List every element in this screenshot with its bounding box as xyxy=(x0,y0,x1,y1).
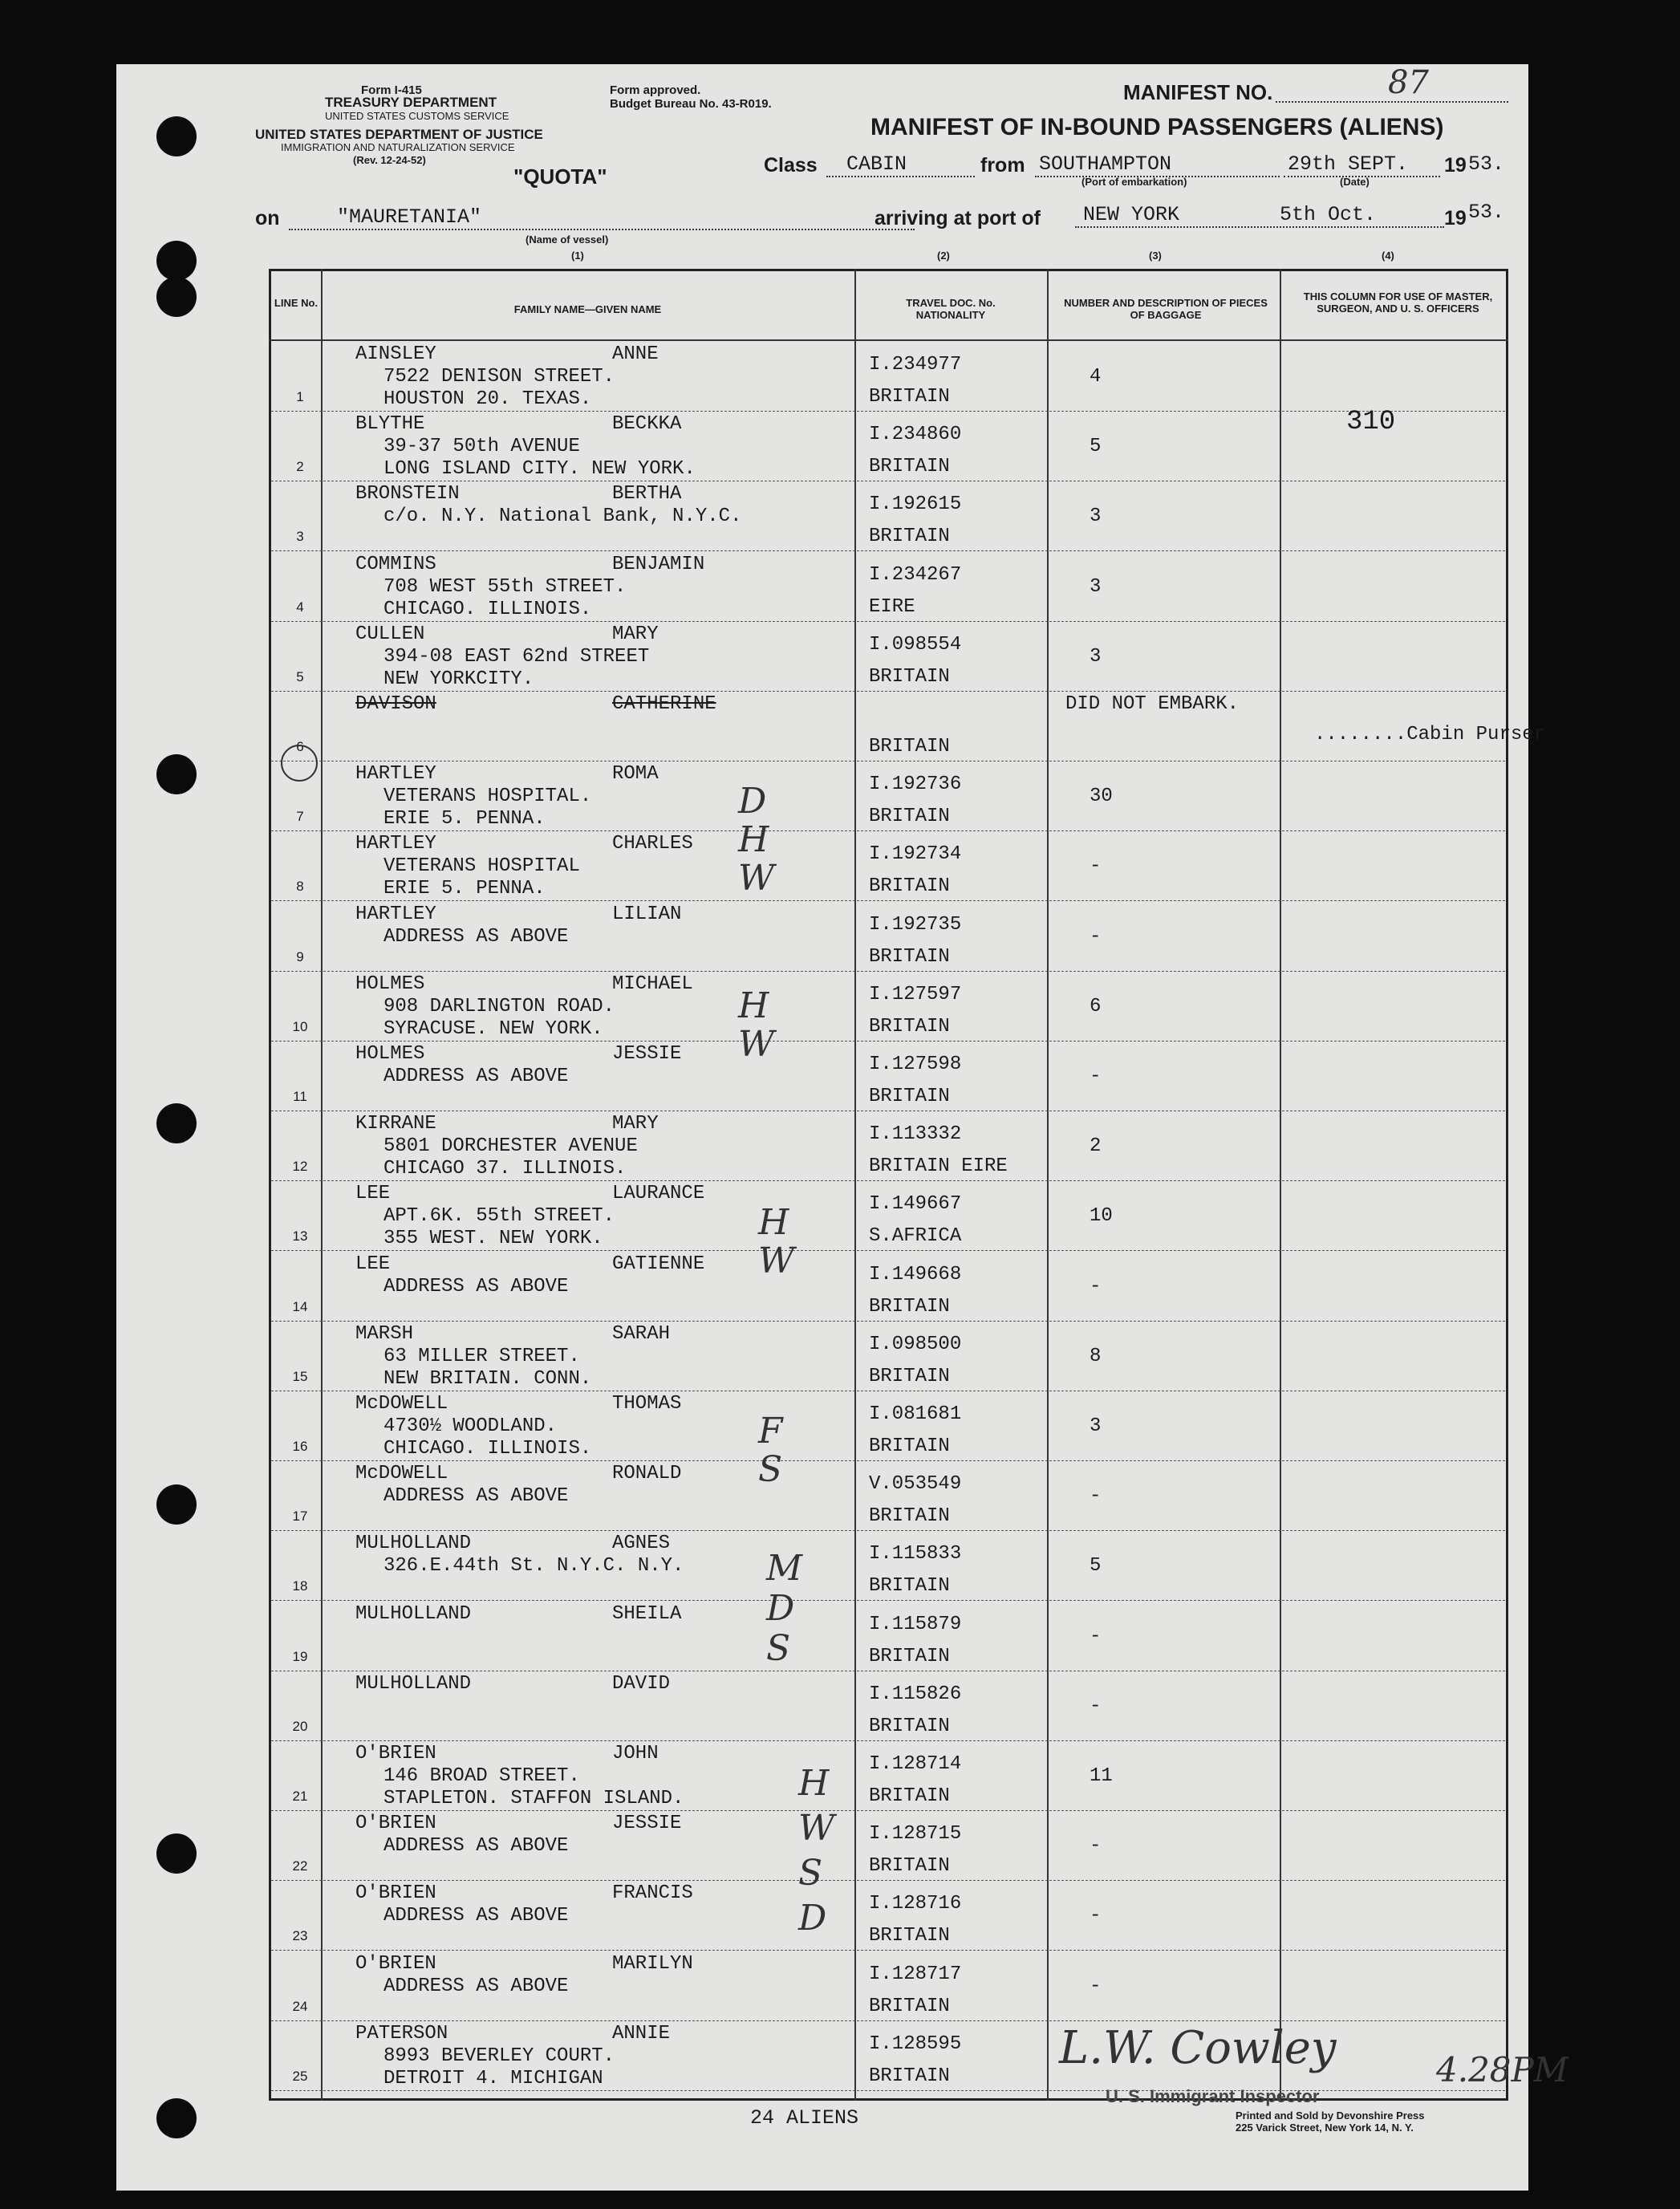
table-row xyxy=(271,1671,1505,1741)
table-row xyxy=(271,830,1505,901)
line-number: 16 xyxy=(292,1439,308,1454)
address-line-1: 146 BROAD STREET. xyxy=(383,1765,580,1787)
table-row xyxy=(271,407,1505,481)
given-name: BENJAMIN xyxy=(612,553,705,575)
baggage-count: - xyxy=(1090,1625,1102,1647)
col-header-line-no: LINE No. xyxy=(274,297,319,309)
vessel-caption: (Name of vessel) xyxy=(526,233,609,246)
address-line-1: ADDRESS AS ABOVE xyxy=(383,1905,569,1927)
baggage-count: - xyxy=(1090,1275,1102,1297)
nationality: BRITAIN xyxy=(869,1645,950,1667)
table-row xyxy=(271,341,1505,412)
line-number: 9 xyxy=(296,948,304,964)
travel-doc-number: I.149668 xyxy=(869,1263,962,1285)
address-line-1: 63 MILLER STREET. xyxy=(383,1345,580,1367)
address-line-1: 39-37 50th AVENUE xyxy=(383,436,580,458)
table-row xyxy=(271,901,1505,972)
table-row xyxy=(271,621,1505,692)
punch-hole xyxy=(156,2098,197,2138)
line-number: 18 xyxy=(292,1578,308,1594)
punch-hole xyxy=(156,241,197,281)
given-name: MARILYN xyxy=(612,1952,693,1975)
table-row xyxy=(271,1460,1505,1531)
total-aliens: 24 ALIENS xyxy=(750,2106,859,2130)
address-line-2: NEW YORKCITY. xyxy=(383,668,534,690)
officer-note: 310 xyxy=(1346,407,1396,438)
page-title: MANIFEST OF IN-BOUND PASSENGERS (ALIENS) xyxy=(870,114,1444,140)
table-row xyxy=(271,1810,1505,1881)
nationality: BRITAIN xyxy=(869,1295,950,1318)
table-row xyxy=(271,1601,1505,1671)
baggage-count: 3 xyxy=(1090,645,1102,668)
relation-marks: M D S xyxy=(766,1548,803,1669)
family-name: BLYTHE xyxy=(355,413,425,436)
punch-hole xyxy=(156,754,197,794)
travel-doc-number: I.128714 xyxy=(869,1753,962,1775)
nationality: BRITAIN xyxy=(869,456,950,478)
given-name: CHARLES xyxy=(612,833,693,855)
table-row xyxy=(271,1321,1505,1391)
on-label: on xyxy=(255,207,280,229)
inspector-signature: L.W. Cowley xyxy=(1059,2022,1337,2074)
given-name: LILIAN xyxy=(612,903,682,925)
family-name: BRONSTEIN xyxy=(355,483,460,506)
line-number: 3 xyxy=(296,529,304,545)
baggage-count: DID NOT EMBARK. xyxy=(1065,693,1240,715)
family-name: AINSLEY xyxy=(355,343,436,365)
line-number: 12 xyxy=(292,1159,308,1175)
address-line-2: HOUSTON 20. TEXAS. xyxy=(383,388,592,410)
address-line-1: ADDRESS AS ABOVE xyxy=(383,1485,569,1508)
quota-label: "QUOTA" xyxy=(513,164,607,189)
line-number: 7 xyxy=(296,809,304,825)
family-name: HOLMES xyxy=(355,1043,425,1065)
address-line-1: 708 WEST 55th STREET. xyxy=(383,575,627,598)
family-name: HOLMES xyxy=(355,973,425,995)
nationality: BRITAIN xyxy=(869,526,950,548)
departure-year-prefix: 19 xyxy=(1444,154,1467,177)
nationality: BRITAIN xyxy=(869,806,950,828)
address-line-2: 355 WEST. NEW YORK. xyxy=(383,1228,603,1250)
given-name: SARAH xyxy=(612,1322,671,1345)
travel-doc-number: I.128716 xyxy=(869,1893,962,1915)
manifest-no-label: MANIFEST NO. xyxy=(1123,80,1273,104)
budget-bureau: Budget Bureau No. 43-R019. xyxy=(610,97,772,111)
address-line-2: CHICAGO 37. ILLINOIS. xyxy=(383,1158,627,1180)
arrival-year: 53. xyxy=(1468,201,1505,224)
nationality: BRITAIN xyxy=(869,1995,950,2017)
address-line-1: 394-08 EAST 62nd STREET xyxy=(383,645,650,668)
travel-doc-number: I.192615 xyxy=(869,493,962,516)
relation-marks: F S xyxy=(758,1411,783,1490)
nationality: BRITAIN xyxy=(869,1575,950,1598)
baggage-count: - xyxy=(1090,855,1102,878)
travel-doc-number: I.192734 xyxy=(869,843,962,866)
table-row xyxy=(271,1880,1505,1951)
nationality: BRITAIN xyxy=(869,736,950,757)
family-name: DAVISON xyxy=(355,693,436,715)
baggage-count: 6 xyxy=(1090,995,1102,1017)
table-row xyxy=(271,691,1546,761)
family-name: MULHOLLAND xyxy=(355,1672,472,1695)
given-name: JESSIE xyxy=(612,1043,682,1065)
baggage-count: 3 xyxy=(1090,575,1102,598)
baggage-count: - xyxy=(1090,1695,1102,1717)
table-row xyxy=(271,971,1505,1042)
family-name: LEE xyxy=(355,1253,391,1275)
nationality: BRITAIN xyxy=(869,2065,950,2087)
given-name: GATIENNE xyxy=(612,1253,705,1275)
address-line-1: 908 DARLINGTON ROAD. xyxy=(383,995,615,1017)
address-line-1: ADDRESS AS ABOVE xyxy=(383,1275,569,1297)
address-line-2: DETROIT 4. MICHIGAN xyxy=(383,2067,603,2089)
family-name: MARSH xyxy=(355,1322,414,1345)
table-row xyxy=(271,761,1505,831)
given-name: LAURANCE xyxy=(612,1183,705,1205)
nationality: BRITAIN xyxy=(869,1435,950,1457)
arrival-port: NEW YORK xyxy=(1075,203,1444,228)
travel-doc-number: I.128595 xyxy=(869,2032,962,2055)
officer-note: ........Cabin Purser xyxy=(1314,724,1546,745)
travel-doc-number: I.149667 xyxy=(869,1193,962,1216)
line-number: 24 xyxy=(292,1998,308,2014)
line-number: 8 xyxy=(296,879,304,895)
given-name: THOMAS xyxy=(612,1393,682,1415)
travel-doc-number: I.128717 xyxy=(869,1963,962,1985)
travel-doc-number: I.234860 xyxy=(869,424,962,446)
family-name: O'BRIEN xyxy=(355,1813,436,1835)
table-row xyxy=(271,1951,1505,2021)
family-name: KIRRANE xyxy=(355,1113,436,1135)
line-number: 5 xyxy=(296,668,304,684)
nationality: BRITAIN xyxy=(869,1855,950,1878)
travel-doc-number: I.192735 xyxy=(869,913,962,936)
department-of-justice: UNITED STATES DEPARTMENT OF JUSTICE xyxy=(255,127,543,142)
relation-marks: H W S D xyxy=(798,1763,835,1939)
address-line-2: LONG ISLAND CITY. NEW YORK. xyxy=(383,458,696,481)
table-row xyxy=(271,1111,1505,1181)
baggage-count: 3 xyxy=(1090,506,1102,528)
arrival-year-prefix: 19 xyxy=(1444,207,1467,229)
manifest-no-underline xyxy=(1276,101,1508,103)
treasury-department: TREASURY DEPARTMENT xyxy=(325,95,497,110)
address-line-1: 326.E.44th St. N.Y.C. N.Y. xyxy=(383,1555,684,1578)
line-number: 25 xyxy=(292,2068,308,2084)
line-number: 10 xyxy=(292,1018,308,1034)
baggage-count: 5 xyxy=(1090,436,1102,458)
line-number: 19 xyxy=(292,1648,308,1664)
nationality: BRITAIN EIRE xyxy=(869,1155,1008,1178)
address-line-2: SYRACUSE. NEW YORK. xyxy=(383,1017,603,1040)
family-name: HARTLEY xyxy=(355,833,436,855)
table-row xyxy=(271,551,1505,622)
customs-service: UNITED STATES CUSTOMS SERVICE xyxy=(325,110,509,122)
inspector-caption: U. S. Immigrant Inspector xyxy=(1106,2086,1320,2106)
travel-doc-number: I.234267 xyxy=(869,563,962,586)
table-row xyxy=(271,1180,1505,1251)
nationality: S.AFRICA xyxy=(869,1225,962,1248)
travel-doc-number: I.115879 xyxy=(869,1613,962,1635)
baggage-count: 8 xyxy=(1090,1345,1102,1367)
vessel-name: "MAURETANIA" xyxy=(289,205,915,230)
printer-line-1: Printed and Sold by Devonshire Press xyxy=(1236,2110,1425,2122)
nationality: BRITAIN xyxy=(869,1505,950,1528)
punch-hole xyxy=(156,1484,197,1525)
nationality: BRITAIN xyxy=(869,665,950,688)
nationality: BRITAIN xyxy=(869,1086,950,1107)
nationality: BRITAIN xyxy=(869,1925,950,1947)
address-line-1: ADDRESS AS ABOVE xyxy=(383,1066,569,1087)
travel-doc-number: I.127598 xyxy=(869,1054,962,1075)
baggage-count: - xyxy=(1090,1905,1102,1927)
nationality: EIRE xyxy=(869,595,915,618)
printer-line-2: 225 Varick Street, New York 14, N. Y. xyxy=(1236,2122,1414,2134)
family-name: PATERSON xyxy=(355,2022,448,2045)
address-line-2: STAPLETON. STAFFON ISLAND. xyxy=(383,1788,684,1809)
arrival-date: 5th Oct. xyxy=(1280,203,1377,226)
col-header-baggage: NUMBER AND DESCRIPTION OF PIECES OF BAGGAGE xyxy=(1064,297,1268,321)
travel-doc-number: I.192736 xyxy=(869,774,962,796)
given-name: ROMA xyxy=(612,763,659,786)
relation-marks: H W xyxy=(758,1202,795,1281)
line-number: 22 xyxy=(292,1858,308,1874)
class-value: CABIN xyxy=(826,152,975,177)
line-number: 6 xyxy=(296,739,304,754)
given-name: JOHN xyxy=(612,1743,659,1764)
form-approved: Form approved. xyxy=(610,83,701,97)
embarkation-port: SOUTHAMPTON xyxy=(1035,152,1280,177)
table-row xyxy=(271,1530,1505,1601)
line-number: 17 xyxy=(292,1509,308,1525)
travel-doc-number: I.081681 xyxy=(869,1403,962,1425)
given-name: MARY xyxy=(612,623,659,645)
address-line-1: APT.6K. 55th STREET. xyxy=(383,1205,615,1228)
from-label: from xyxy=(980,154,1025,177)
baggage-count: 4 xyxy=(1090,366,1102,388)
col-number-3: (3) xyxy=(1149,250,1162,262)
family-name: MULHOLLAND xyxy=(355,1602,472,1625)
given-name: SHEILA xyxy=(612,1602,682,1625)
travel-doc-number: I.113332 xyxy=(869,1123,962,1146)
table-row xyxy=(271,1391,1505,1461)
travel-doc-number: I.115826 xyxy=(869,1683,962,1705)
travel-doc-number: I.234977 xyxy=(869,354,962,376)
baggage-count: 30 xyxy=(1090,786,1113,808)
travel-doc-number: I.127597 xyxy=(869,983,962,1005)
given-name: ANNE xyxy=(612,343,659,365)
line-number: 15 xyxy=(292,1368,308,1384)
baggage-count: - xyxy=(1090,925,1102,948)
baggage-count: - xyxy=(1090,1835,1102,1858)
line-number: 2 xyxy=(296,459,304,475)
baggage-count: 5 xyxy=(1090,1555,1102,1578)
family-name: HARTLEY xyxy=(355,903,436,925)
address-line-1: ADDRESS AS ABOVE xyxy=(383,925,569,948)
family-name: O'BRIEN xyxy=(355,1882,436,1905)
form-number: Form I-415 xyxy=(361,83,422,97)
given-name: RONALD xyxy=(612,1463,682,1485)
family-name: McDOWELL xyxy=(355,1393,448,1415)
address-line-2: ERIE 5. PENNA. xyxy=(383,808,546,830)
naturalization-service: IMMIGRATION AND NATURALIZATION SERVICE xyxy=(281,141,515,153)
address-line-1: VETERANS HOSPITAL. xyxy=(383,786,592,808)
baggage-count: 10 xyxy=(1090,1205,1113,1228)
given-name: FRANCIS xyxy=(612,1882,693,1905)
travel-doc-number: I.098500 xyxy=(869,1333,962,1355)
given-name: BECKKA xyxy=(612,413,682,436)
line-number: 20 xyxy=(292,1718,308,1734)
arriving-label: arriving at port of xyxy=(874,207,1041,229)
address-line-1: 4730½ WOODLAND. xyxy=(383,1415,558,1437)
punch-hole xyxy=(156,1103,197,1143)
address-line-2: CHICAGO. ILLINOIS. xyxy=(383,1438,592,1460)
family-name: O'BRIEN xyxy=(355,1743,436,1764)
baggage-count: - xyxy=(1090,1975,1102,1997)
line-number: 4 xyxy=(296,599,304,615)
given-name: MARY xyxy=(612,1113,659,1135)
punch-hole xyxy=(156,1833,197,1874)
address-line-2: CHICAGO. ILLINOIS. xyxy=(383,598,592,620)
col-header-travel-doc: TRAVEL DOC. No. NATIONALITY xyxy=(906,297,996,321)
revision: (Rev. 12-24-52) xyxy=(353,154,426,166)
travel-doc-number: I.098554 xyxy=(869,633,962,656)
given-name: CATHERINE xyxy=(612,693,716,715)
address-line-2: NEW BRITAIN. CONN. xyxy=(383,1367,592,1390)
manifest-number: 87 xyxy=(1388,64,1429,101)
baggage-count: 3 xyxy=(1090,1415,1102,1437)
travel-doc-number: I.128715 xyxy=(869,1823,962,1846)
line-number: 1 xyxy=(296,389,304,404)
relation-marks: H W xyxy=(738,985,775,1065)
punch-hole xyxy=(156,116,197,156)
date-caption: (Date) xyxy=(1340,176,1370,188)
baggage-count: - xyxy=(1090,1485,1102,1508)
col-header-officers: THIS COLUMN FOR USE OF MASTER, SURGEON, AND U. S. OFFICERS xyxy=(1303,290,1493,315)
given-name: ANNIE xyxy=(612,2022,671,2045)
baggage-count: 11 xyxy=(1090,1765,1113,1787)
line-number: 11 xyxy=(293,1089,307,1104)
line-number: 14 xyxy=(292,1298,308,1314)
table-row xyxy=(271,481,1505,551)
family-name: HARTLEY xyxy=(355,763,436,786)
nationality: BRITAIN xyxy=(869,875,950,898)
given-name: BERTHA xyxy=(612,483,682,506)
nationality: BRITAIN xyxy=(869,1715,950,1737)
family-name: LEE xyxy=(355,1183,391,1205)
departure-year: 53. xyxy=(1468,152,1505,176)
address-line-1: 5801 DORCHESTER AVENUE xyxy=(383,1135,638,1158)
class-label: Class xyxy=(764,154,818,177)
nationality: BRITAIN xyxy=(869,945,950,968)
family-name: MULHOLLAND xyxy=(355,1533,472,1555)
address-line-2: ERIE 5. PENNA. xyxy=(383,878,546,900)
address-line-1: VETERANS HOSPITAL xyxy=(383,855,580,878)
given-name: MICHAEL xyxy=(612,973,693,995)
address-line-1: 8993 BEVERLEY COURT. xyxy=(383,2045,615,2067)
family-name: McDOWELL xyxy=(355,1463,448,1485)
port-caption: (Port of embarkation) xyxy=(1081,176,1187,188)
relation-marks: D H W xyxy=(738,781,775,899)
travel-doc-number: V.053549 xyxy=(869,1473,962,1496)
arrival-time: 4.28PM xyxy=(1436,2050,1568,2089)
nationality: BRITAIN xyxy=(869,386,950,408)
line-number: 23 xyxy=(292,1928,308,1944)
family-name: COMMINS xyxy=(355,553,436,575)
nationality: BRITAIN xyxy=(869,1365,950,1387)
table-row xyxy=(271,1041,1505,1111)
departure-date: 29th SEPT. xyxy=(1284,152,1440,177)
address-line-1: 7522 DENISON STREET. xyxy=(383,366,615,388)
address-line-1: ADDRESS AS ABOVE xyxy=(383,1835,569,1858)
col-number-1: (1) xyxy=(571,250,584,262)
line-number: 13 xyxy=(292,1228,308,1245)
punch-hole xyxy=(156,277,197,317)
col-number-4: (4) xyxy=(1382,250,1394,262)
given-name: AGNES xyxy=(612,1533,671,1555)
col-number-2: (2) xyxy=(937,250,950,262)
address-line-1: ADDRESS AS ABOVE xyxy=(383,1975,569,1997)
line-number: 21 xyxy=(292,1789,308,1804)
baggage-count: 2 xyxy=(1090,1135,1102,1158)
given-name: DAVID xyxy=(612,1672,671,1695)
family-name: CULLEN xyxy=(355,623,425,645)
address-line-1: c/o. N.Y. National Bank, N.Y.C. xyxy=(383,506,742,528)
table-row xyxy=(271,1251,1505,1322)
col-header-name: FAMILY NAME—GIVEN NAME xyxy=(513,303,662,315)
travel-doc-number: I.115833 xyxy=(869,1543,962,1565)
given-name: JESSIE xyxy=(612,1813,682,1835)
table-row xyxy=(271,1740,1505,1811)
nationality: BRITAIN xyxy=(869,1015,950,1037)
family-name: O'BRIEN xyxy=(355,1952,436,1975)
baggage-count: - xyxy=(1090,1066,1102,1087)
nationality: BRITAIN xyxy=(869,1785,950,1807)
row-6-circle xyxy=(281,745,318,782)
